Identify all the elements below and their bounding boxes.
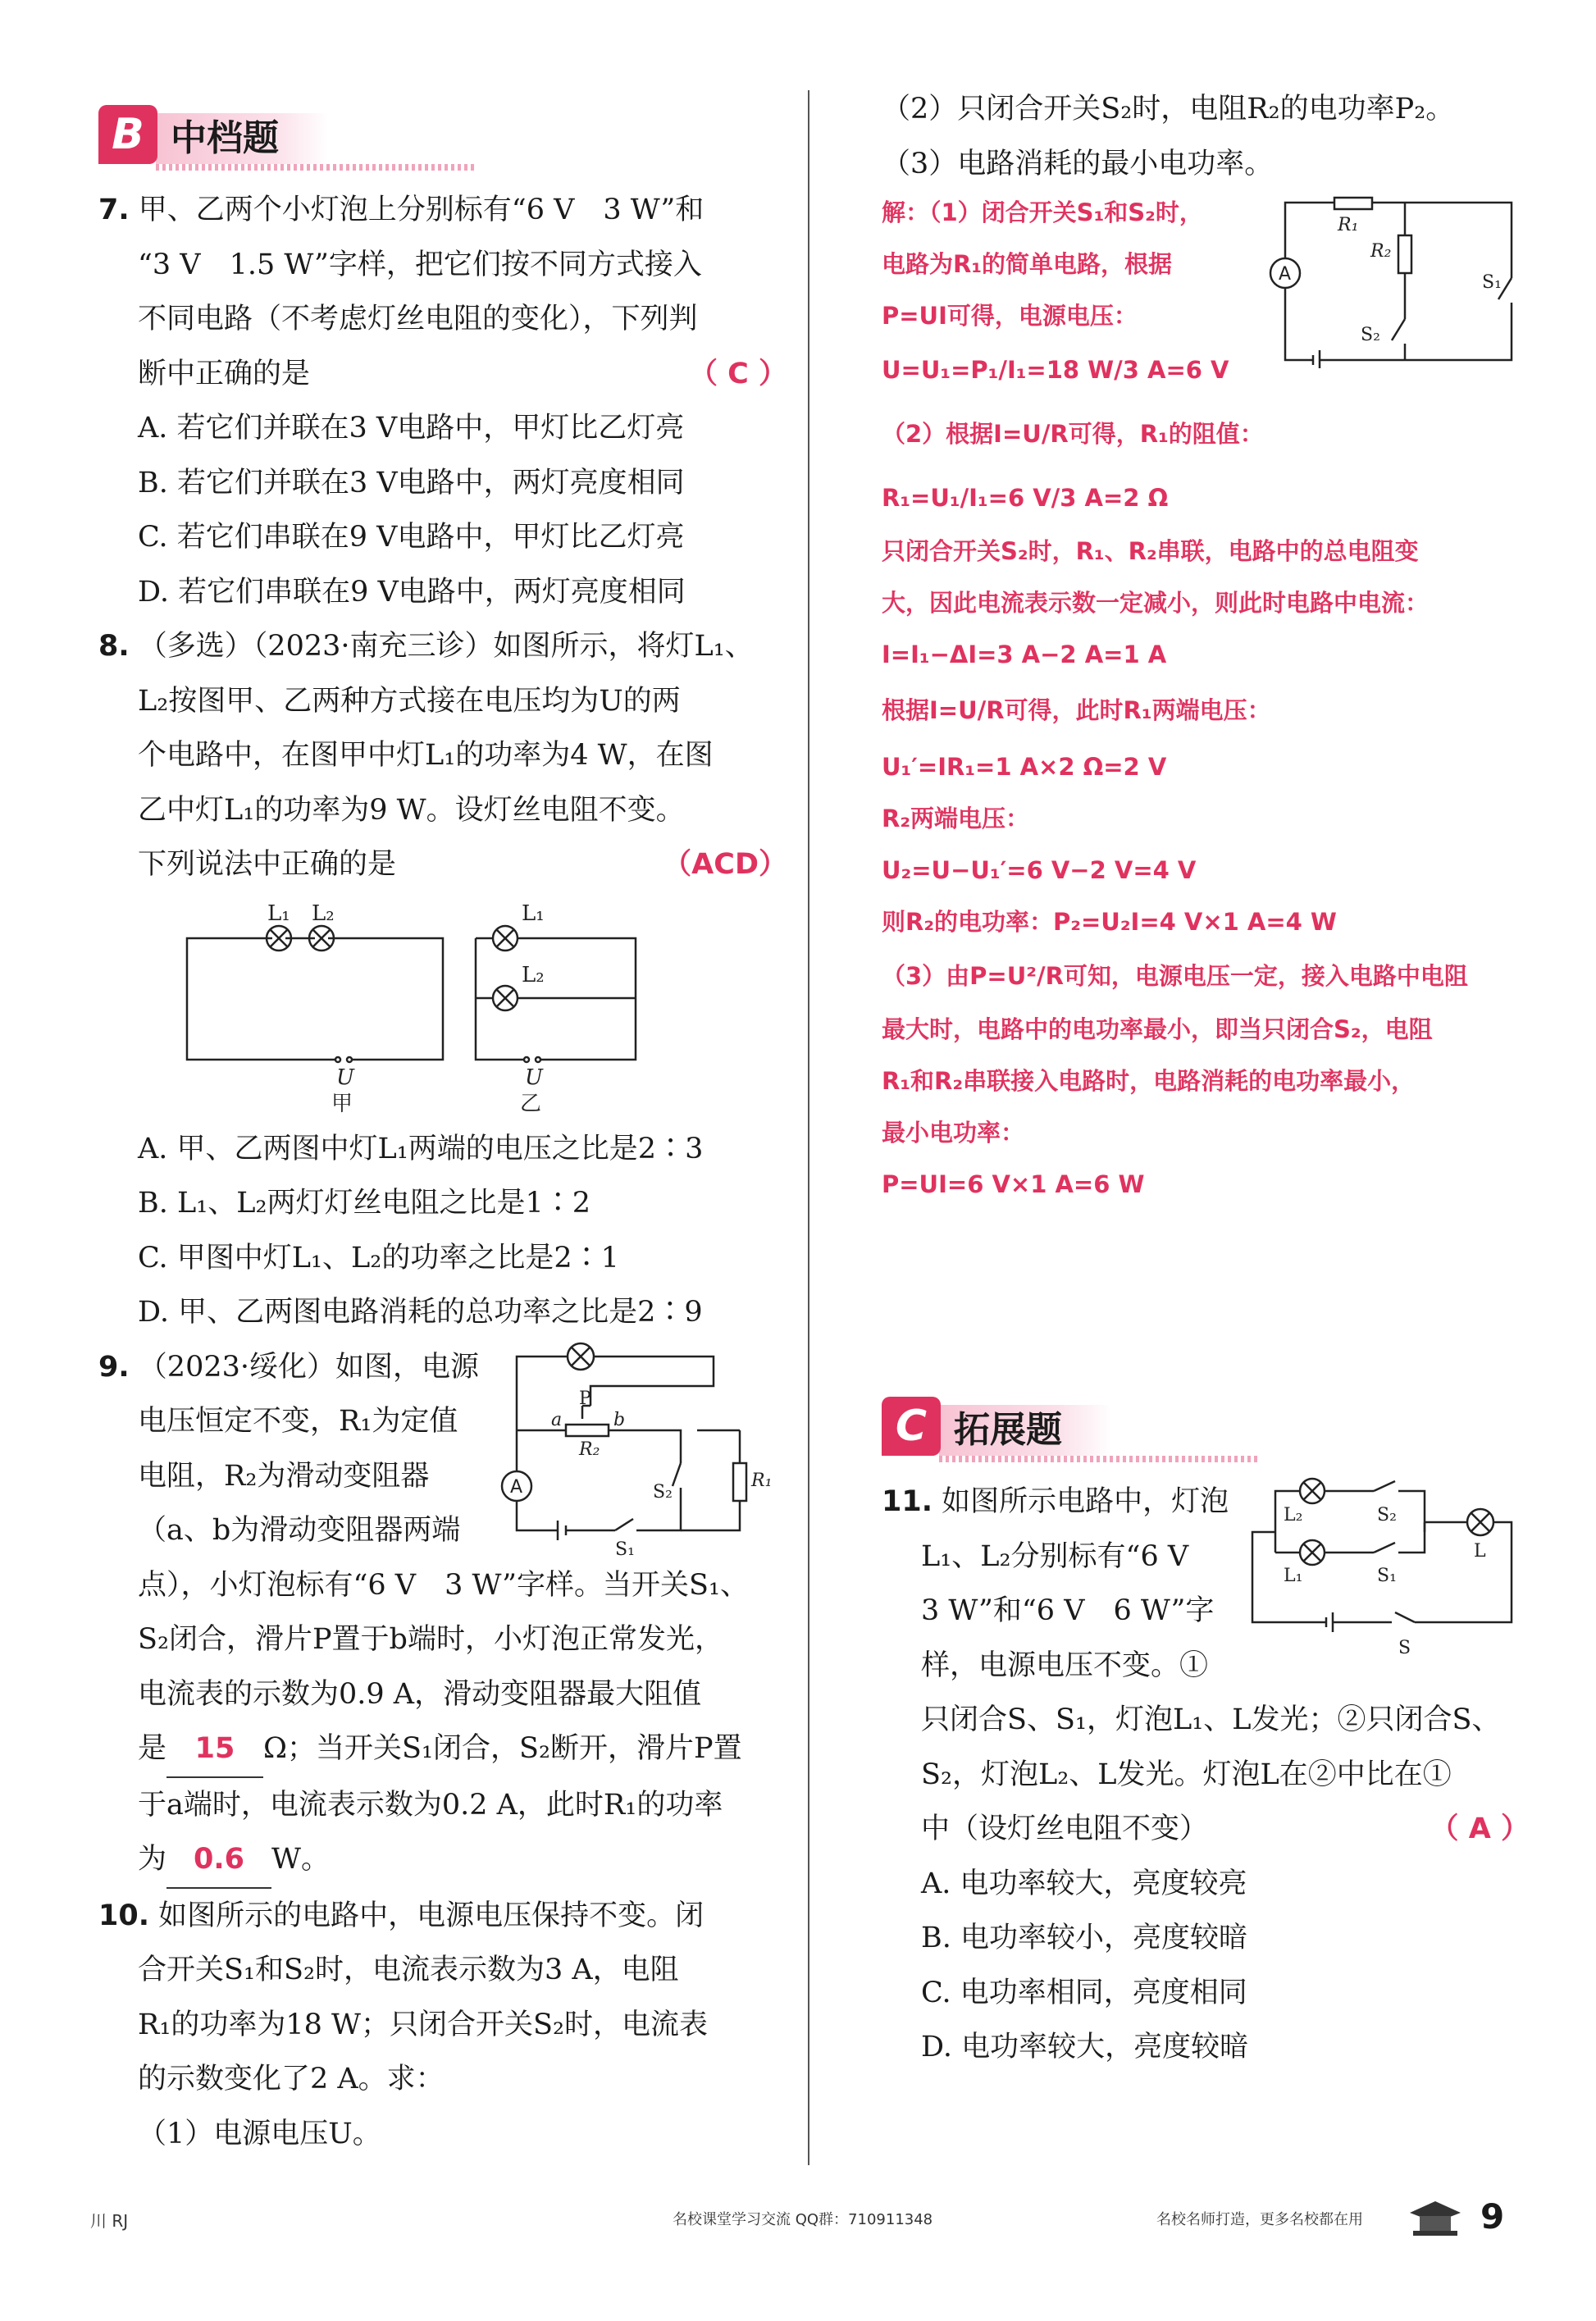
question-10 <box>98 1889 787 2162</box>
answer-blank: 0.6 <box>166 1832 271 1889</box>
question-text: R₁的功率为18 W；只闭合开关S₂时，电流表 <box>138 2008 709 2041</box>
label-l1: L₁ <box>267 901 290 926</box>
question-number: 7. <box>98 194 130 226</box>
question-number: 10. <box>98 1899 150 1932</box>
option: B. 若它们并联在3 V电路中，两灯亮度相同 <box>138 466 685 499</box>
option: A. 甲、乙两图中灯L₁两端的电压之比是2∶3 <box>138 1132 704 1165</box>
question-text: “3 V 1.5 W”字样，把它们按不同方式接入 <box>138 248 702 281</box>
section-b-title: 中档题 <box>156 113 328 164</box>
question-text: 如图所示的电路中，电源电压保持不变。闭 <box>158 1899 705 1932</box>
option: C. 电功率相同，亮度相同 <box>921 1976 1247 2009</box>
question-text: 电压恒定不变，R₁为定值 <box>138 1405 458 1438</box>
solution-line: （2）根据I=U/R可得，R₁的阻值： <box>882 420 1264 448</box>
ammeter-label: A <box>1279 264 1292 285</box>
answer-choice: （ A ） <box>1430 1813 1530 1845</box>
question-text: 电阻，R₂为滑动变阻器 <box>138 1459 430 1493</box>
option: C. 若它们串联在9 V电路中，甲灯比乙灯亮 <box>138 521 685 554</box>
solution-line: R₂两端电压： <box>882 805 1030 832</box>
question-text: 断中正确的是 <box>138 357 311 390</box>
label-l2: L₂ <box>312 901 335 926</box>
label-b: b <box>613 1409 626 1430</box>
question-text: Ω；当开关S₁闭合，S₂断开，滑片P置 <box>263 1732 742 1765</box>
question-text: 乙中灯L₁的功率为9 W。设灯丝电阻不变。 <box>138 793 685 827</box>
question-text: 如图所示电路中，灯泡 <box>942 1485 1229 1518</box>
question-text: 点），小灯泡标有“6 V 3 W”字样。当开关S₁、 <box>138 1568 749 1602</box>
question-text: （2023·绥化）如图，电源 <box>138 1350 479 1384</box>
label-l2: L₂ <box>522 962 545 987</box>
question-text: 于a端时，电流表示数为0.2 A，此时R₁的功率 <box>138 1788 723 1822</box>
solution-line: R₁=U₁/I₁=6 V/3 A=2 Ω <box>882 484 1169 512</box>
label-jia: 甲 <box>331 1091 353 1116</box>
option: B. L₁、L₂两灯灯丝电阻之比是1∶2 <box>138 1187 591 1220</box>
label-l2: L₂ <box>1284 1505 1303 1525</box>
question-number: 8. <box>98 630 130 663</box>
option: A. 电功率较大，亮度较亮 <box>921 1867 1247 1900</box>
question-text: 个电路中，在图甲中灯L₁的功率为4 W，在图 <box>138 739 714 772</box>
question-text: L₂按图甲、乙两种方式接在电压均为U的两 <box>138 684 681 718</box>
publisher-logo-icon <box>1407 2198 1464 2237</box>
question-number: 11. <box>882 1485 933 1518</box>
q10-solution <box>882 196 1530 1202</box>
question-7 <box>98 183 787 619</box>
section-b-header <box>98 98 787 176</box>
option: A. 若它们并联在3 V电路中，甲灯比乙灯亮 <box>138 412 685 445</box>
solution-line: 根据I=U/R可得，此时R₁两端电压： <box>882 696 1271 724</box>
question-text: L₁、L₂分别标有“6 V <box>921 1539 1189 1573</box>
section-c-title: 拓展题 <box>939 1405 1111 1456</box>
label-r2: R₂ <box>579 1439 600 1460</box>
page-footer <box>0 2198 1596 2247</box>
option: D. 电功率较大，亮度较暗 <box>921 2031 1249 2063</box>
label-p: P <box>579 1388 591 1409</box>
question-text: S₂，灯泡L₂、L发光。灯泡L在②中比在① <box>921 1758 1452 1791</box>
question-text: （3）电路消耗的最小电功率。 <box>882 147 1274 180</box>
left-column <box>98 98 787 2161</box>
answer-choice: （ACD） <box>663 848 787 881</box>
question-text: 合开关S₁和S₂时，电流表示数为3 A，电阻 <box>138 1954 679 1986</box>
q10-circuit-diagram <box>1267 196 1530 368</box>
answer-choice: （ C ） <box>688 357 787 390</box>
solution-line: 解：（1）闭合开关S₁和S₂时， <box>882 198 1203 226</box>
question-text: 3 W”和“6 V 6 W”字 <box>921 1594 1215 1627</box>
label-r2: R₂ <box>1370 241 1392 262</box>
q11-circuit-diagram <box>1251 1475 1530 1680</box>
column-divider <box>808 90 809 2165</box>
question-text: 样，电源电压不变。① <box>921 1648 1209 1682</box>
label-u: U <box>525 1065 543 1090</box>
solution-line: R₁和R₂串联接入电路时，电路消耗的电功率最小， <box>882 1067 1416 1095</box>
question-text: 不同电路（不考虑灯丝电阻的变化），下列判 <box>138 303 698 335</box>
question-9 <box>98 1340 787 1889</box>
section-b-letter: B <box>98 105 157 164</box>
label-r1: R₁ <box>1338 215 1359 235</box>
section-stripes <box>156 164 476 171</box>
footer-edition: 川 RJ <box>90 2211 129 2231</box>
section-c-letter: C <box>882 1397 941 1456</box>
solution-line: 大，因此电流表示数一定减小，则此时电路中电流： <box>882 589 1430 617</box>
solution-line: I=I₁−ΔI=3 A−2 A=1 A <box>882 641 1167 668</box>
solution-line: 电路为R₁的简单电路，根据 <box>882 250 1173 278</box>
label-yi: 乙 <box>520 1091 542 1116</box>
q8-circuit-diagram <box>98 896 787 1117</box>
question-text: （1）电源电压U。 <box>138 2117 381 2150</box>
question-8 <box>98 619 787 1340</box>
question-text: 只闭合S、S₁，灯泡L₁、L发光；②只闭合S、 <box>921 1703 1501 1736</box>
label-l1: L₁ <box>1284 1566 1303 1586</box>
question-text: 是 <box>138 1732 167 1765</box>
section-c-header <box>882 1390 1530 1468</box>
ammeter-label: A <box>510 1476 523 1498</box>
solution-line: U₂=U−U₁′=6 V−2 V=4 V <box>882 856 1197 884</box>
page-number: 9 <box>1480 2196 1505 2237</box>
question-11 <box>882 1475 1530 2075</box>
question-number: 9. <box>98 1350 130 1384</box>
solution-line: 只闭合开关S₂时，R₁、R₂串联，电路中的总电阻变 <box>882 537 1419 565</box>
solution-line: P=UI=6 V×1 A=6 W <box>882 1170 1145 1198</box>
section-stripes <box>939 1456 1259 1462</box>
label-l1: L₁ <box>522 901 545 926</box>
label-s: S <box>1398 1638 1411 1658</box>
right-column <box>882 82 1530 2075</box>
question-text: （多选）（2023·南充三诊）如图所示，将灯L₁、 <box>138 630 754 663</box>
solution-line: 最大时，电路中的电功率最小，即当只闭合S₂，电阻 <box>882 1015 1433 1043</box>
question-text: 电流表的示数为0.9 A，滑动变阻器最大阻值 <box>138 1677 702 1711</box>
question-text: 下列说法中正确的是 <box>138 848 397 881</box>
option: D. 若它们串联在9 V电路中，两灯亮度相同 <box>138 575 686 609</box>
question-text: 中（设灯丝电阻不变） <box>921 1813 1209 1845</box>
label-l: L <box>1474 1541 1486 1562</box>
solution-line: U=U₁=P₁/I₁=18 W/3 A=6 V <box>882 356 1229 384</box>
question-text: W。 <box>271 1843 330 1876</box>
question-text: 为 <box>138 1843 167 1876</box>
q9-circuit-diagram <box>500 1340 787 1578</box>
solution-line: 则R₂的电功率：P₂=U₂I=4 V×1 A=4 W <box>882 908 1337 936</box>
label-s1: S₁ <box>1482 272 1502 293</box>
label-s2: S₂ <box>1377 1505 1397 1525</box>
question-text: S₂闭合，滑片P置于b端时，小灯泡正常发光， <box>138 1623 723 1656</box>
solution-line: P=UI可得，电源电压： <box>882 302 1138 330</box>
label-s2: S₂ <box>653 1481 673 1502</box>
option: B. 电功率较小，亮度较暗 <box>921 1922 1247 1954</box>
label-s2: S₂ <box>1361 325 1380 345</box>
solution-line: U₁′=IR₁=1 A×2 Ω=2 V <box>882 753 1167 781</box>
question-text: 甲、乙两个小灯泡上分别标有“6 V 3 W”和 <box>138 194 705 226</box>
question-text: 的示数变化了2 A。求： <box>138 2063 445 2095</box>
label-s1: S₁ <box>615 1539 635 1560</box>
label-r1: R₁ <box>751 1470 773 1491</box>
label-s1: S₁ <box>1377 1566 1397 1586</box>
label-a: a <box>551 1409 563 1430</box>
option: D. 甲、乙两图电路消耗的总功率之比是2∶9 <box>138 1296 703 1329</box>
answer-blank: 15 <box>166 1721 263 1778</box>
solution-line: （3）由P=U²/R可知，电源电压一定，接入电路中电阻 <box>882 962 1468 990</box>
solution-line: 最小电功率： <box>882 1119 1025 1147</box>
footer-qq-group: 名校课堂学习交流 QQ群：710911348 <box>673 2211 933 2228</box>
label-u: U <box>336 1065 354 1090</box>
footer-slogan: 名校名师打造，更多名校都在用 <box>1156 2211 1363 2228</box>
question-text: （2）只闭合开关S₂时，电阻R₂的电功率P₂。 <box>882 93 1455 125</box>
option: C. 甲图中灯L₁、L₂的功率之比是2∶1 <box>138 1241 619 1274</box>
question-text: （a、b为滑动变阻器两端 <box>138 1514 461 1547</box>
